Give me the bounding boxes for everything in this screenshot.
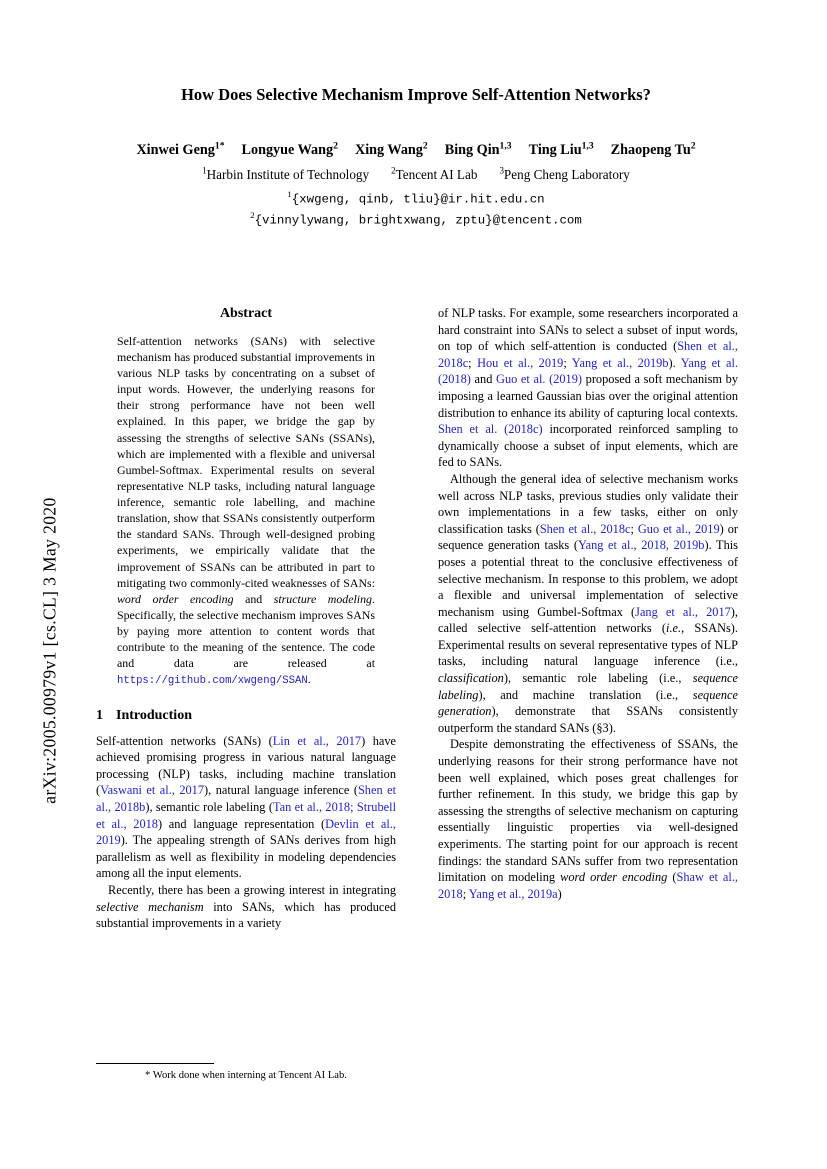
citation-link[interactable]: Lin et al., 2017 <box>272 733 362 748</box>
affiliation-list <box>96 164 736 184</box>
paragraph-intro-2: Recently, there has been a growing interest in integrating selective mechanism into SANs, which has produced substantial improvements in a variety <box>96 882 397 931</box>
citation-link[interactable]: Shen et al., 2018c <box>539 521 631 536</box>
citation-link[interactable]: Guo et al., 2019 <box>637 521 720 536</box>
citation-link[interactable]: Yang et al., 2019b <box>571 355 669 370</box>
paper-header <box>96 84 736 231</box>
citation-link[interactable]: Yang et al. (2018) <box>438 355 739 387</box>
citation-link[interactable]: Shen et al., 2018c <box>438 339 738 370</box>
affiliation: $^1$Harbin Institute of Technology <box>202 165 370 182</box>
citation-link[interactable]: Tan et al., 2018; Strubell et al., 2018 <box>96 800 396 831</box>
author: Ting Liu$^{1,3}$ <box>528 140 594 159</box>
email-line: $^1${xwgeng, qinb, tliu}@ir.hit.edu.cn <box>287 188 545 206</box>
footnote-divider <box>96 1063 214 1064</box>
author: Xing Wang$^2$ <box>354 140 428 159</box>
citation-link[interactable]: Shen et al., 2018b <box>96 783 396 814</box>
arxiv-identifier-stamp: arXiv:2005.00979v1 [cs.CL] 3 May 2020 <box>39 497 60 804</box>
page-title: How Does Selective Mechanism Improve Self-Attention Networks? <box>181 85 651 104</box>
citation-link[interactable]: Devlin et al., 2019 <box>96 816 396 848</box>
author: Bing Qin$^{1,3}$ <box>444 140 512 159</box>
citation-link[interactable]: Shen et al. (2018c) <box>438 422 543 437</box>
citation-link[interactable]: Jang et al., 2017 <box>635 604 731 619</box>
affiliation: $^2$Tencent AI Lab <box>391 165 478 182</box>
citation-link[interactable]: Yang et al., 2018, 2019b <box>577 538 705 553</box>
right-column <box>438 305 738 902</box>
author: Longyue Wang$^2$ <box>241 140 338 159</box>
author-list <box>96 139 736 161</box>
citation-link[interactable]: Guo et al. (2019) <box>496 372 583 387</box>
paragraph-intro-1: Self-attention networks (SANs) (Lin et al., 2017) have achieved promising progress in various natural language processing (NLP) tasks, including machine translation (Vaswani et al., 2017), natural language inference (Shen et al., 2018b), semantic role labeling (Tan et al., 2018; Strubell et al., 2018) and language representation (Devlin et al., 2019). The appealing strength of SANs derives from high parallelism as well as flexibility in modeling dependencies among all the input elements. <box>96 733 397 881</box>
paragraph-right-1: of NLP tasks. For example, some researchers incorporated a hard constraint into SANs to select a subset of input words, on top of which self-attention is conducted (Shen et al., 2018c; Hou et al., 2019; Yang et al., 2019b). Yang et al. (2018) and Guo et al. (2019) proposed a soft mechanism by imposing a learned Gaussian bias over the original attention distribution to enhance its ability of capturing local contexts. Shen et al. (2018c) incorporated reinforced sampling to dynamically choose a subset of input elements, which are fed to SANs. <box>438 306 739 470</box>
author: Zhaopeng Tu$^2$ <box>610 140 696 159</box>
body-columns <box>96 305 738 1095</box>
code-url-link[interactable]: https://github.com/xwgeng/SSAN <box>117 675 308 688</box>
citation-link[interactable]: Shaw et al., 2018 <box>438 870 739 901</box>
footnote-text: * Work done when interning at Tencent AI Lab. <box>145 1070 347 1081</box>
affiliation: $^3$Peng Cheng Laboratory <box>499 165 630 182</box>
citation-link[interactable]: Yang et al., 2019a <box>468 886 558 901</box>
email-line: $^2${vinnylywang, brightxwang, zptu}@tencent.com <box>250 210 582 228</box>
abstract-text: Self-attention networks (SANs) with selective mechanism has produced substantial improvements in various NLP tasks by concentrating on a subset of input words. However, the underlying reasons for their strong performance have not been well explained. In this paper, we bridge the gap by assessing the strengths of selective SANs (SSANs), which are implemented with a flexible and universal Gumbel-Softmax. Experimental results on several representative NLP tasks, including natural language inference, semantic role labelling, and machine translation, show that SSANs consistently outperform the standard SANs. Through well-designed probing experiments, we empirically validate that the improvement of SSANs can be attributed in part to mitigating two commonly-cited weaknesses of SANs: word order encoding and structure modeling. Specifically, the selective mechanism improves SANs by paying more attention to content words that contribute to the meaning of the sentence. The code and data are released at https://github.com/xwgeng/SSAN. <box>117 333 375 688</box>
paragraph-right-3: Despite demonstrating the effectiveness of SSANs, the underlying reasons for their strong performance have not been well explained, which poses great challenges for further refinement. In this study, we bridge this gap by assessing the strengths of selective mechanism on capturing essentially linguistic properties via well-designed experiments. The starting point for our approach is recent findings: the standard SANs suffer from two representation limitation on modeling word order encoding (Shaw et al., 2018; Yang et al., 2019a) <box>438 737 739 901</box>
citation-link[interactable]: Hou et al., 2019 <box>477 355 564 370</box>
author: Xinwei Geng$^{1*}$ <box>136 140 225 159</box>
paragraph-right-2: Although the general idea of selective mechanism works well across NLP tasks, previous studies only validate their own implementations in a few tasks, either on only classification tasks (Shen et al., 2018c; Guo et al., 2019) or sequence generation tasks (Yang et al., 2018, 2019b). This poses a potential threat to the conclusive effectiveness of selective mechanism. In response to this problem, we adopt a flexible and universal implementation of selective mechanism using Gumbel-Softmax (Jang et al., 2017), called selective self-attention networks (i.e., SSANs). Experimental results on several representative types of NLP tasks, including natural language inference (i.e., classification), semantic role labeling (i.e., sequence labeling), and machine translation (i.e., sequence generation), demonstrate that SSANs consistently outperform the standard SANs (§3). <box>438 471 738 735</box>
abstract-heading: Abstract <box>219 306 273 321</box>
citation-link[interactable]: Vaswani et al., 2017 <box>100 783 205 798</box>
section-heading-introduction: 1 Introduction <box>96 707 192 723</box>
left-column <box>96 305 396 932</box>
email-list <box>96 188 736 231</box>
